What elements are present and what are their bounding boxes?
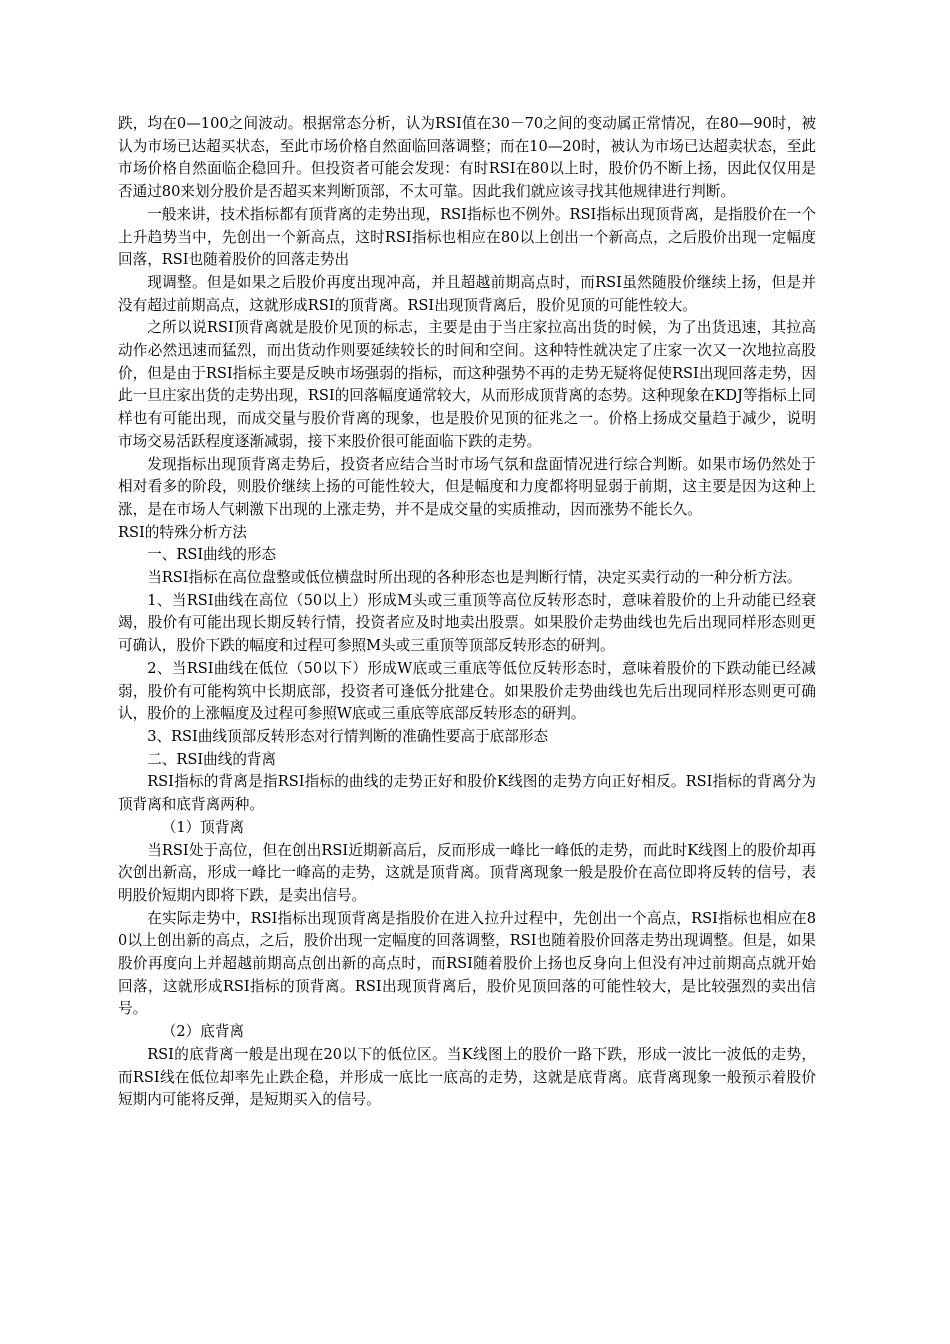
paragraph-top-divergence-intro: 一般来讲，技术指标都有顶背离的走势出现，RSI指标也不例外。RSI指标出现顶背离，是指股价在一个上升趋势当中，先创出一个新高点，这时RSI指标也相应在80以上创出一个新高点，之后股价出现一定幅度回落，RSI也随着股价的回落走势出	[118, 205, 816, 269]
paragraph-divergence-definition: RSI指标的背离是指RSI指标的曲线的走势正好和股价K线图的走势方向正好相反。RSI指标的背离分为顶背离和底背离两种。	[118, 773, 816, 814]
paragraph-top-divergence-judgment: 发现指标出现顶背离走势后，投资者应结合当时市场气氛和盘面情况进行综合判断。如果市场仍然处于相对看多的阶段，则股价继续上扬的可能性较大，但是幅度和力度都将明显弱于前期，这主要是因为这种上涨，是在市场人气刺激下出现的上涨走势，并不是成交量的实质推动，因而涨势不能长久。	[118, 455, 816, 518]
paragraph-top-divergence-practice: 在实际走势中，RSI指标出现顶背离是指股价在进入拉升过程中，先创出一个高点，RSI指标也相应在80以上创出新的高点，之后，股价出现一定幅度的回落调整，RSI也随着股价回落走势出现调整。但是，如果股价再度向上并超越前期高点创出新的高点时，而RSI随着股价上扬也反身向上但没有冲过前期高点就开始回落，这就形成RSI指标的顶背离。RSI出现顶背离后，股价见顶回落的可能性较大，是比较强烈的卖出信号。	[118, 909, 816, 1018]
section-heading-special-methods: RSI的特殊分析方法	[118, 523, 247, 541]
paragraph-top-divergence-adjust: 现调整。但是如果之后股价再度出现冲高，并且超越前期高点时，而RSI虽然随股价继续上扬，但是并没有超过前期高点，这就形成RSI的顶背离。RSI出现顶背离后，股价见顶的可能性较大。	[118, 273, 816, 314]
paragraph-rsi-range: 跌，均在0—100之间波动。根据常态分析，认为RSI值在30－70之间的变动属正常情况，在80—90时，被认为市场已达超买状态，至此市场价格自然面临回落调整；而在10—20时，被认为市场已达超卖状态，至此市场价格自然面临企稳回升。但投资者可能会发现：有时RSI在80以上时，股价仍不断上扬，因此仅仅用是否通过80来划分股价是否超买来判断顶部，不太可靠。因此我们就应该寻找其他规律进行判断。	[118, 115, 816, 201]
paragraph-top-divergence-definition: 当RSI处于高位，但在创出RSI近期新高后，反而形成一峰比一峰低的走势，而此时K线图上的股价却再次创出新高，形成一峰比一峰高的走势，这就是顶背离。顶背离现象一般是股价在高位即将反转的信号，表明股价短期内即将下跌，是卖出信号。	[118, 841, 816, 904]
list-item-accuracy: 3、RSI曲线顶部反转形态对行情判断的准确性要高于底部形态	[147, 727, 549, 745]
list-item-low-reversal: 2、当RSI曲线在低位（50以下）形成W底或三重底等低位反转形态时，意味着股价的下跌动能已经减弱，股价有可能构筑中长期底部，投资者可逢低分批建仓。如果股价走势曲线也先后出现同样形态则更可确认，股价的上涨幅度及过程可参照W底或三重底等底部反转形态的研判。	[118, 659, 816, 723]
paragraph-curve-shape-intro: 当RSI指标在高位盘整或低位横盘时所出现的各种形态也是判断行情，决定买卖行动的一种分析方法。	[147, 569, 802, 587]
list-item-high-reversal: 1、当RSI曲线在高位（50以上）形成M头或三重顶等高位反转形态时，意味着股价的上升动能已经衰竭，股价有可能出现长期反转行情，投资者应及时地卖出股票。如果股价走势曲线也先后出现同样形态则更可确认，股价下跌的幅度和过程可参照M头或三重顶等顶部反转形态的研判。	[118, 591, 816, 655]
subheading-bottom-divergence: （2）底背离	[161, 1023, 245, 1041]
paragraph-bottom-divergence-definition: RSI的底背离一般是出现在20以下的低位区。当K线图上的股价一路下跌，形成一波比一波低的走势，而RSI线在低位却率先止跌企稳，并形成一底比一底高的走势，这就是底背离。底背离现象一般预示着股价短期内可能将反弹，是短期买入的信号。	[118, 1045, 816, 1109]
subheading-curve-divergence: 二、RSI曲线的背离	[147, 750, 277, 768]
subheading-top-divergence: （1）顶背离	[161, 818, 245, 836]
subheading-curve-shape: 一、RSI曲线的形态	[147, 546, 277, 564]
paragraph-top-divergence-reason: 之所以说RSI顶背离就是股价见顶的标志，主要是由于当庄家拉高出货的时候，为了出货迅速，其拉高动作必然迅速而猛烈，而出货动作则要延续较长的时间和空间。这种特性就决定了庄家一次又一次地拉高股价，但是由于RSI指标主要是反映市场强弱的指标，而这种强势不再的走势无疑将促使RSI出现回落走势，因此一旦庄家出货的走势出现，RSI的回落幅度通常较大，从而形成顶背离的态势。这种现象在KDJ等指标上同样也有可能出现，而成交量与股价背离的现象，也是股价见顶的征兆之一。价格上扬成交量趋于减少，说明市场交易活跃程度逐渐减弱，接下来股价很可能面临下跌的走势。	[118, 319, 816, 450]
